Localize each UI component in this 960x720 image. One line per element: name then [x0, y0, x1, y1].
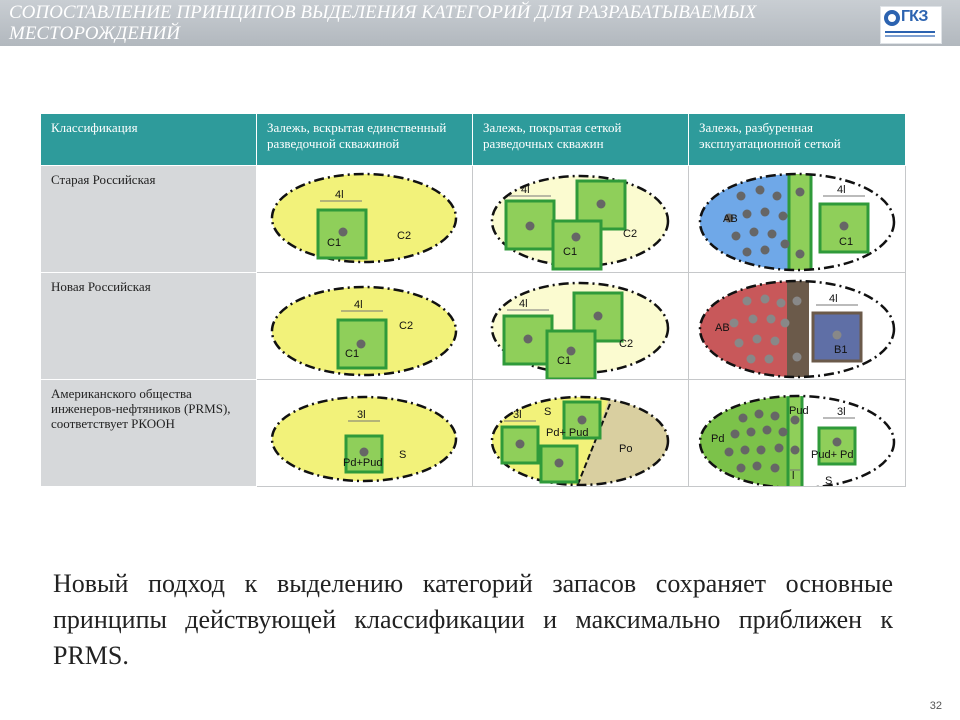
table-row	[41, 273, 906, 380]
gkz-logo	[880, 6, 942, 44]
slide-title: СОПОСТАВЛЕНИЕ ПРИНЦИПОВ ВЫДЕЛЕНИЯ КАТЕГОРИЙ ДЛЯ РАЗРАБАТЫВАЕМЫХ МЕСТОРОЖДЕНИЙ	[9, 2, 757, 44]
column-header: Залежь, покрытая сеткой разведочных скважин	[473, 114, 689, 166]
row-label: Старая Российская	[41, 166, 257, 273]
distance-label: 3l	[837, 406, 846, 418]
distance-label: 3l	[513, 409, 522, 421]
page-number: 32	[929, 700, 942, 712]
single-well-diagram	[257, 273, 473, 380]
classification-table	[40, 113, 906, 487]
developed-category-label: AB	[723, 213, 738, 225]
logo-line	[885, 35, 935, 37]
category-label: Pd+Pud	[343, 457, 383, 469]
distance-label: 4l	[519, 298, 528, 310]
single-well-diagram	[257, 380, 473, 487]
distance-label: 3l	[357, 409, 366, 421]
table-header-row	[41, 114, 906, 166]
logo-text: ГКЗ	[901, 8, 928, 25]
category-label: C1	[327, 237, 342, 249]
category-label: Pud+ Pd	[811, 449, 854, 461]
production-grid-diagram	[689, 166, 906, 273]
production-grid-diagram	[689, 273, 906, 380]
logo-emblem-icon	[884, 10, 900, 26]
conclusion-text: Новый подход к выделению категорий запасов сохраняет основные принципы действующей классификации и максимально приближен к PRMS.	[53, 569, 893, 670]
outer-category-label: C2	[397, 230, 412, 242]
distance-label: 4l	[837, 184, 846, 196]
row-label: Новая Российская	[41, 273, 257, 380]
single-well-diagram	[257, 166, 473, 273]
distance-label: 4l	[354, 299, 363, 311]
outer-category-label: S	[544, 406, 552, 418]
outer-category-label: S	[399, 449, 407, 461]
developed-category-label: AB	[715, 322, 730, 334]
grid-wells-diagram	[473, 166, 689, 273]
production-grid-diagram	[689, 380, 906, 487]
category-label: C1	[839, 236, 854, 248]
column-header: Залежь, вскрытая единственный разведочной скважиной	[257, 114, 473, 166]
prospect-category-label: Po	[619, 443, 633, 455]
category-label: C1	[563, 246, 578, 258]
outer-category-label: C2	[399, 320, 414, 332]
grid-wells-diagram	[473, 273, 689, 380]
distance-label: 4l	[521, 184, 530, 196]
table-row	[41, 166, 906, 273]
undeveloped-category-label: Pud	[789, 405, 809, 417]
grid-wells-diagram	[473, 380, 689, 487]
distance-label: 4l	[829, 293, 838, 305]
logo-line	[885, 31, 935, 33]
category-label: C1	[557, 355, 572, 367]
developed-category-label: Pd	[711, 433, 725, 445]
column-header: Классификация	[41, 114, 257, 166]
column-header: Залежь, разбуренная эксплуатационной сеткой	[689, 114, 906, 166]
category-label: B1	[834, 344, 848, 356]
header-bar	[0, 0, 960, 46]
category-label: C1	[345, 348, 360, 360]
row-label: Американского общества инженеров-нефтяников (PRMS), соответствует РКООН	[41, 380, 257, 487]
distance-label-small: l	[792, 470, 795, 482]
table-row	[41, 380, 906, 487]
category-label: Pd+ Pud	[546, 427, 589, 439]
outer-category-label: C2	[623, 228, 638, 240]
outer-category-label: C2	[619, 338, 634, 350]
outer-category-label: S	[825, 475, 833, 486]
distance-label: 4l	[335, 189, 344, 201]
